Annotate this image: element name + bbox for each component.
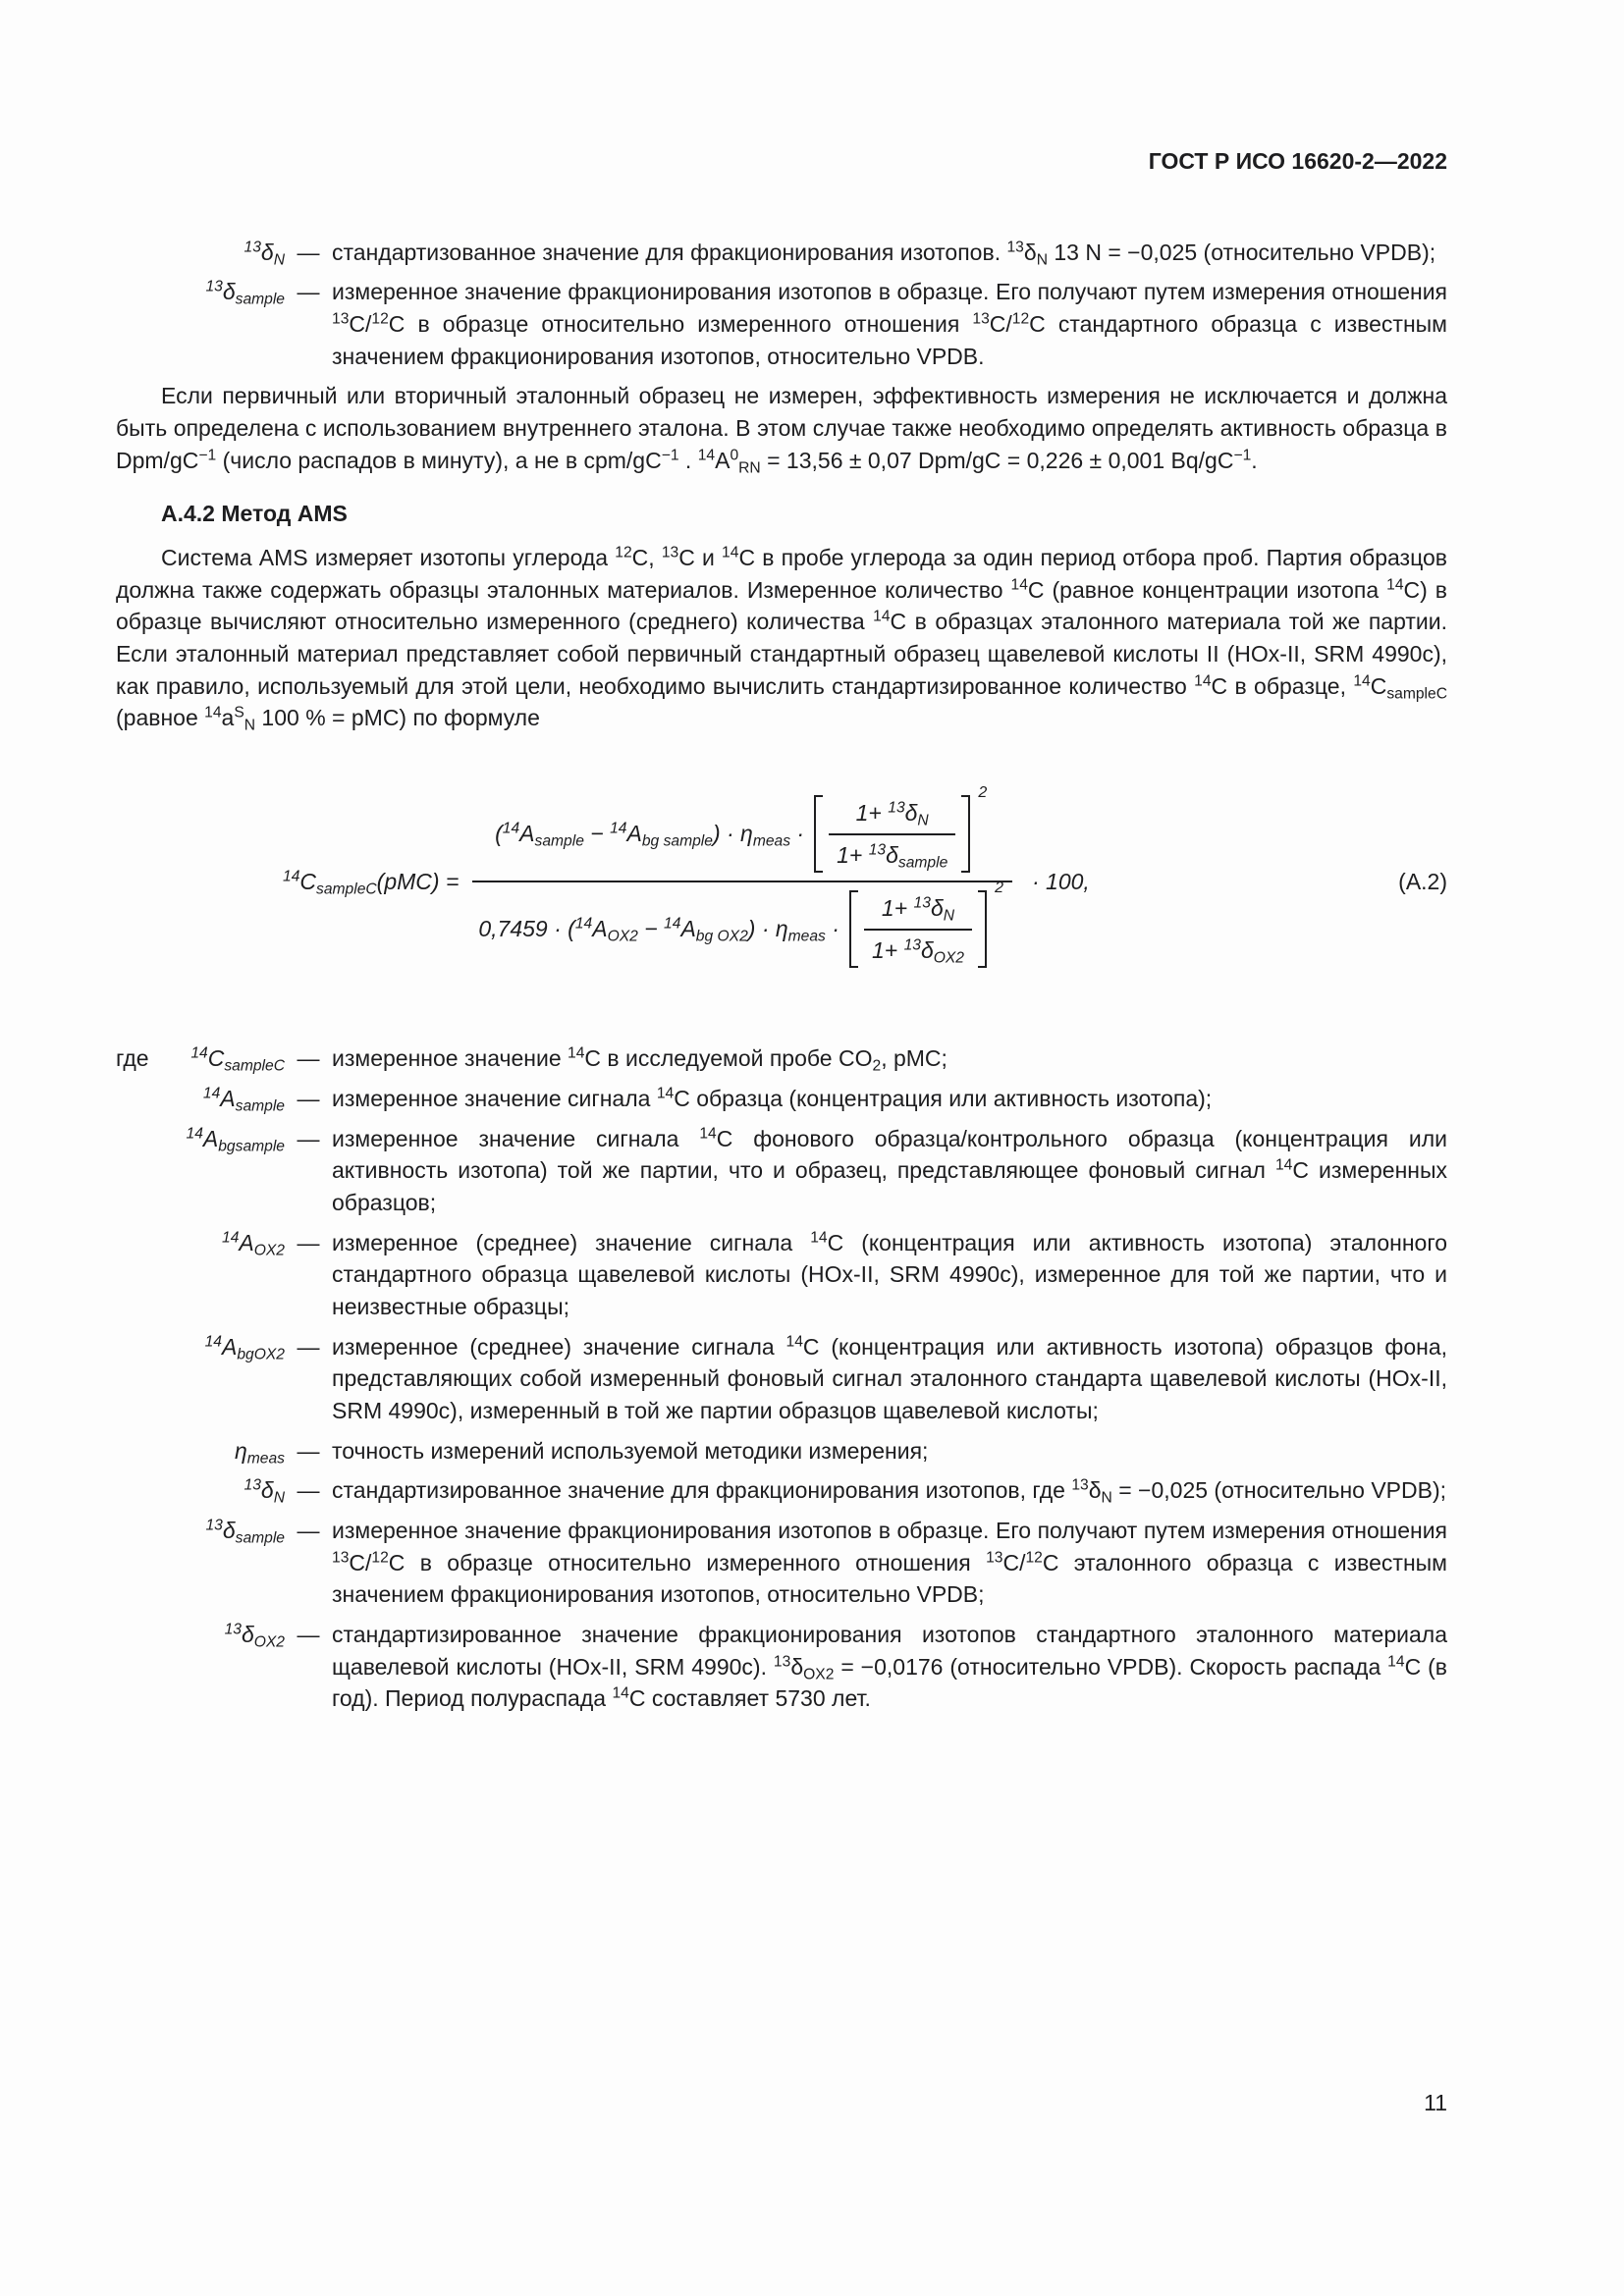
definition-row	[116, 1083, 1447, 1115]
where-label: где	[116, 1045, 149, 1072]
formula-multiplier: · 100,	[1032, 868, 1090, 894]
definition-text: измеренное значение фракционирования изотопов в образце. Его получают путем измерения отношения $^{13}$C/$^{12}$C в образце относительно измеренного отношения $^{13}$C/$^{12}$C стандартного образца с известным значением фракционирования изотопов, относительно VPDB.	[332, 279, 1447, 369]
formula-number-label: (А.2)	[1398, 868, 1447, 894]
fraction-bar	[864, 929, 972, 931]
definition-row	[116, 1227, 1447, 1323]
definition-term: $\eta_{meas}$	[235, 1437, 285, 1468]
right-bracket	[961, 795, 970, 873]
formula-denominator-bracket	[849, 880, 1003, 968]
document-header-title: ГОСТ Р ИСО 16620-2—2022	[1148, 148, 1447, 174]
definition-text: измеренное значение $^{14}$C в исследуемой пробе $CO_2$, pMC;	[332, 1044, 947, 1075]
paragraph-ams: Система AMS измеряет изотопы углерода $^{12}$C, $^{13}$C и $^{14}$C в пробе углерода за один период отбора проб. Партия образцов должна также содержать образцы эталонных материалов. Измеренное количество $^{14}$C (равное концентрации изотопа $^{14}$C) в образце вычисляют относительно измеренного (среднего) количества $^{14}$C в образцах эталонного материала той же партии. Если эталонный материал представляет собой первичный стандартный образец щавелевой кислоты II (HOx-II, SRM 4990c), как правило, используемый для этой цели, необходимо вычислить стандартизированное количество $^{14}$C в образце, $^{14}C_{sampleC}$ (равное $^{14}a^S_N$ 100 % = pMC) по формуле	[116, 544, 1448, 734]
exponent: 2	[978, 783, 988, 801]
definition-term-symbol: $^{14}C_{sampleC}$	[190, 1044, 285, 1075]
subfraction-numerator: $1+ ^{13}\delta_N$	[881, 894, 955, 925]
definition-text: стандартизованное значение для фракционирования изотопов. $^{13}\delta_N$ 13 N = −0,025 (относительно VPDB);	[332, 239, 1436, 269]
definition-dash: —	[297, 1229, 320, 1255]
definition-dash: —	[297, 1045, 320, 1072]
subfraction-numerator: $1+ ^{13}\delta_N$	[855, 799, 929, 829]
definition-text: точность измерений используемой методики измерения;	[332, 1437, 929, 1464]
formula-numerator-bracket	[814, 783, 988, 873]
formula-lhs: $^{14}C_{sampleC}(pMC)$ =	[283, 868, 460, 898]
definition-term: $^{13}\delta_{sample}$	[205, 1517, 285, 1547]
definition-term: $^{13}\delta_N$	[244, 1476, 285, 1507]
definition-term: $^{14}A_{sample}$	[202, 1085, 285, 1115]
subfraction-denominator: $1+ ^{13}\delta_{sample}$	[837, 840, 948, 871]
definition-dash: —	[297, 1333, 320, 1360]
fraction-bar	[829, 833, 955, 835]
definition-text: измеренное значение сигнала $^{14}$C образца (концентрация или активность изотопа);	[332, 1085, 1213, 1112]
definition-row	[116, 1515, 1447, 1611]
paragraph-activity: Если первичный или вторичный эталонный образец не измерен, эффективность измерения не исключается и должна быть определена с использованием внутреннего эталона. В этом случае также необходимо определять активность образца в Dpm/$gC^{-1}$ (число распадов в минуту), а не в cpm/$gC^{-1}$ . $^{14}A^0_{RN} = 13,56 \pm 0,07$ Dpm/gC = 0,226 ± 0,001 $Bq/gC^{-1}$.	[116, 383, 1447, 476]
definition-dash: —	[297, 1086, 320, 1112]
formula-denominator-subfraction	[864, 890, 972, 968]
formula-numerator-text: $(^{14}A_{sample} - ^{14}A_{bg sample}) \cdot \eta_{meas}$ ·	[495, 820, 805, 850]
right-bracket	[978, 890, 987, 968]
definition-text: измеренное (среднее) значение сигнала $^{14}$C (концентрация или активность изотопа) эталонного стандартного образца щавелевой кислоты (HOx-II, SRM 4990c), измеренное для той же партии, что и неизвестные образцы;	[332, 1229, 1448, 1320]
definition-dash: —	[297, 1621, 320, 1647]
section-heading: А.4.2 Метод AMS	[161, 501, 348, 527]
definition-text: измеренное значение фракционирования изотопов в образце. Его получают путем измерения отношения $^{13}$C/$^{12}$C в образце относительно измеренного отношения $^{13}$C/$^{12}$C эталонного образца с известным значением фракционирования изотопов, относительно VPDB;	[332, 1518, 1447, 1608]
definition-row	[116, 1435, 1447, 1468]
formula-a2	[116, 783, 1447, 973]
definition-dash: —	[297, 1518, 320, 1543]
formula-denominator	[472, 880, 1012, 972]
formula-main-fraction	[472, 783, 1012, 973]
definition-term: $^{14}A_{bgsample}$	[186, 1125, 285, 1155]
left-bracket	[814, 795, 823, 873]
definition-text: стандартизированное значение для фракционирования изотопов, где $^{13}\delta_N = -0,025$ (относительно VPDB);	[332, 1476, 1447, 1507]
definition-row	[116, 1331, 1447, 1427]
definition-term: $^{13}\delta_N$	[244, 239, 285, 269]
page-number: 11	[1424, 2090, 1447, 2115]
exponent: 2	[995, 880, 1003, 897]
definition-dash: —	[297, 1125, 320, 1151]
definition-row	[116, 1042, 1447, 1075]
definition-term: $^{14}A_{bgOX2}$	[204, 1333, 285, 1363]
formula-denominator-text: $0,7459 \cdot (^{14}A_{OX2} - ^{14}A_{bg OX2}) \cdot \eta_{meas}$ ·	[478, 915, 839, 945]
definition-term	[116, 1042, 285, 1075]
definition-dash: —	[297, 1437, 320, 1464]
definition-term: $^{13}\delta_{sample}$	[205, 278, 285, 308]
fraction-bar	[472, 881, 1012, 882]
definition-term: $^{14}A_{OX2}$	[222, 1229, 285, 1259]
formula-numerator	[489, 783, 996, 877]
definition-row	[116, 1619, 1447, 1715]
formula-numerator-subfraction	[829, 795, 955, 873]
definition-row	[116, 276, 1447, 372]
definition-text: измеренное значение сигнала $^{14}$C фонового образца/контрольного образца (концентрация или активность изотопа) той же партии, что и образец, представляющее фоновый сигнал $^{14}$C измеренных образцов;	[332, 1125, 1448, 1216]
left-bracket	[849, 890, 858, 968]
subfraction-denominator: $1+ ^{13}\delta_{OX2}$	[871, 936, 964, 967]
definition-text: стандартизированное значение фракционирования изотопов стандартного эталонного материала щавелевой кислоты (HOx-II, SRM 4990c). $^{13}\delta_{OX2} = -0,0176$ (относительно VPDB). Скорость распада $^{14}$C (в год). Период полураспада $^{14}$C составляет 5730 лет.	[332, 1621, 1447, 1712]
definition-dash: —	[297, 1477, 320, 1504]
definition-text: измеренное (среднее) значение сигнала $^{14}$C (концентрация или активность изотопа) образцов фона, представляющих собой измеренный фоновый сигнал эталонного стандарта щавелевой кислоты (HOx-II, SRM 4990c), измеренный в той же партии образцов щавелевой кислоты;	[332, 1333, 1447, 1424]
definition-dash: —	[297, 279, 320, 305]
definition-row	[116, 1474, 1447, 1507]
definition-term: $^{13}\delta_{OX2}$	[224, 1621, 285, 1651]
definition-dash: —	[297, 239, 320, 265]
definition-row	[116, 1123, 1447, 1219]
definition-row	[116, 237, 1447, 269]
